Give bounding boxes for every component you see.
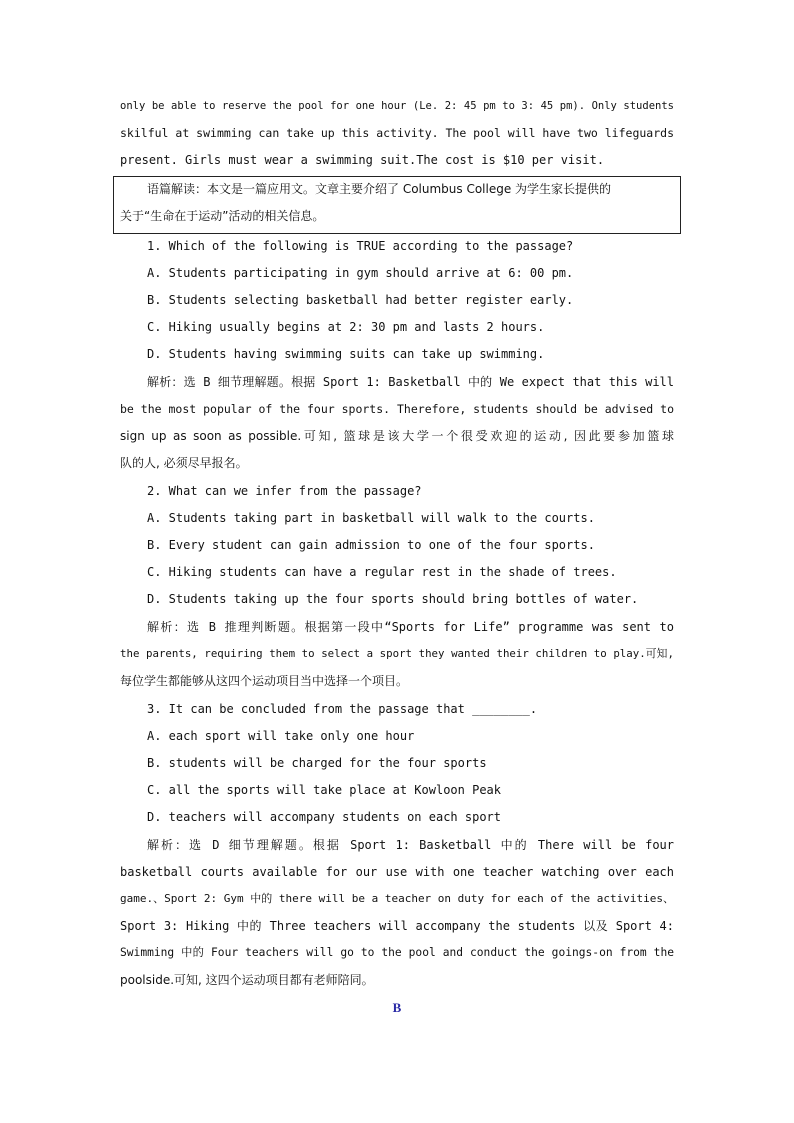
question-option: D. Students having swimming suits can take up swimming. xyxy=(147,347,545,361)
passage-line: only be able to reserve the pool for one hour (Le. 2: 45 pm to 3: 45 pm). Only students xyxy=(120,100,674,112)
section-heading: B xyxy=(392,1000,402,1015)
question-option: D. Students taking up the four sports should bring bottles of water. xyxy=(147,592,639,606)
passage-line: present. Girls must wear a swimming suit.The cost is $10 per visit. xyxy=(120,153,605,167)
analysis-line: game.、Sport 2: Gym 中的 there will be a teacher on duty for each of the activities、 xyxy=(120,892,674,905)
analysis-line: the parents, requiring them to select a sport they wanted their children to play.可知, xyxy=(120,647,674,660)
question-option: A. each sport will take only one hour xyxy=(147,729,415,743)
analysis-line: poolside.可知, 这四个运动项目都有老师陪同。 xyxy=(120,973,374,987)
analysis-line: be the most popular of the four sports. Therefore, students should be advised to xyxy=(120,402,674,416)
question-option: D. teachers will accompany students on each sport xyxy=(147,810,502,824)
analysis-line: 解析：选 D 细节理解题。根据 Sport 1: Basketball 中的 There will be four xyxy=(147,838,674,852)
question-option: A. Students participating in gym should arrive at 6: 00 pm. xyxy=(147,266,574,280)
question-option: A. Students taking part in basketball will walk to the courts. xyxy=(147,511,595,525)
question-option: B. Students selecting basketball had better register early. xyxy=(147,293,574,307)
analysis-line: 解析：选 B 细节理解题。根据 Sport 1: Basketball 中的 We expect that this will xyxy=(147,375,674,389)
question-option: C. all the sports will take place at Kowloon Peak xyxy=(147,783,502,797)
analysis-line: sign up as soon as possible.可知, 篮球是该大学一个很受欢迎的运动, 因此要参加篮球 xyxy=(120,429,674,443)
question-stem: 3. It can be concluded from the passage that ________. xyxy=(147,702,538,716)
question-option: C. Hiking usually begins at 2: 30 pm and lasts 2 hours. xyxy=(147,320,545,334)
analysis-line: 队的人, 必须尽早报名。 xyxy=(120,456,248,470)
question-option: B. Every student can gain admission to one of the four sports. xyxy=(147,538,595,552)
question-stem: 2. What can we infer from the passage? xyxy=(147,484,422,498)
passage-line: skilful at swimming can take up this activity. The pool will have two lifeguards xyxy=(120,126,674,140)
analysis-line: Swimming 中的 Four teachers will go to the pool and conduct the goings-on from the xyxy=(120,946,674,959)
analysis-line: 解析：选 B 推理判断题。根据第一段中“Sports for Life” programme was sent to xyxy=(147,620,674,634)
analysis-line: basketball courts available for our use with one teacher watching over each xyxy=(120,865,674,879)
summary-line: 语篇解读：本文是一篇应用文。文章主要介绍了 Columbus College 为学生家长提供的 xyxy=(147,182,612,196)
question-stem: 1. Which of the following is TRUE according to the passage? xyxy=(147,239,574,253)
summary-line: 关于“生命在于运动”活动的相关信息。 xyxy=(120,209,325,223)
question-option: C. Hiking students can have a regular rest in the shade of trees. xyxy=(147,565,617,579)
analysis-line: 每位学生都能够从这四个运动项目当中选择一个项目。 xyxy=(120,674,409,688)
analysis-line: Sport 3: Hiking 中的 Three teachers will accompany the students 以及 Sport 4: xyxy=(120,919,674,933)
question-option: B. students will be charged for the four sports xyxy=(147,756,487,770)
